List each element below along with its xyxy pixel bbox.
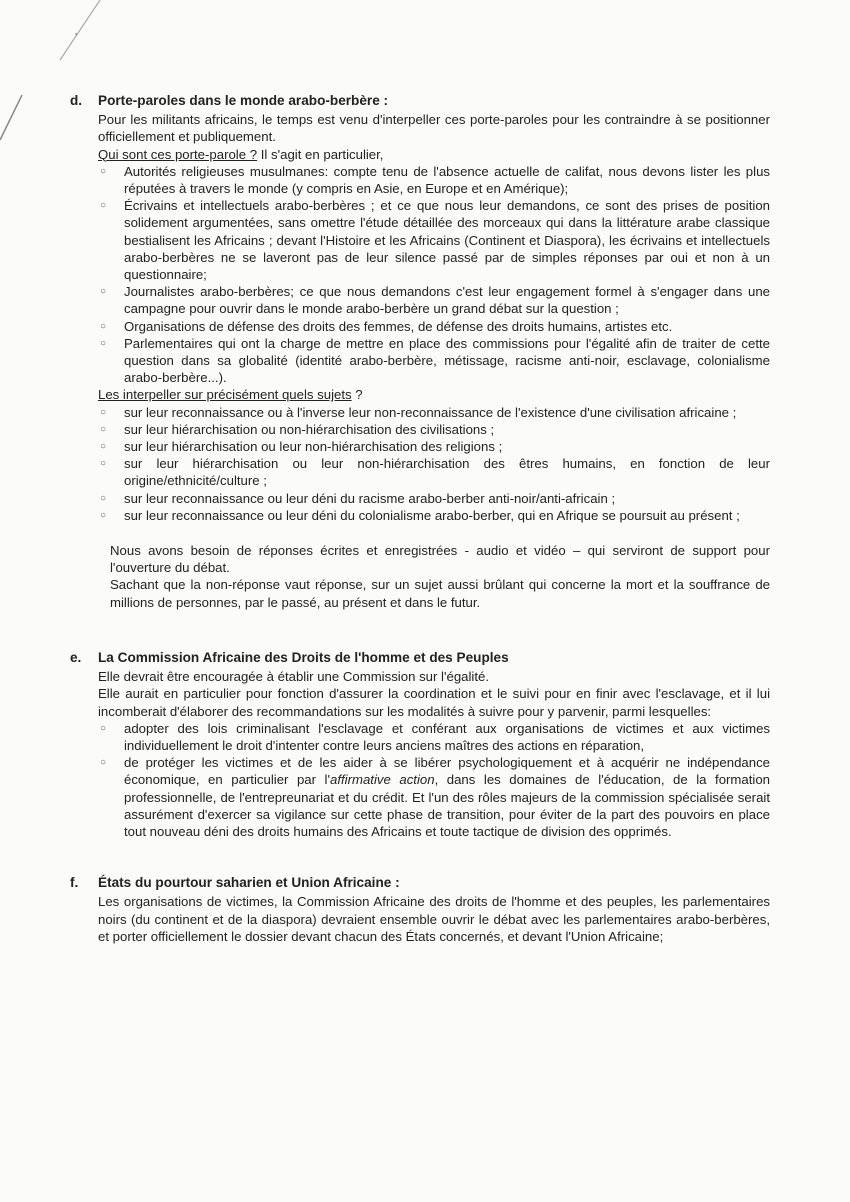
bullet-icon: ○ xyxy=(100,200,107,212)
bullet-icon: ○ xyxy=(100,165,107,177)
document-page xyxy=(70,92,770,945)
list-item-text: sur leur hiérarchisation ou non-hiérarchisation des civilisations ; xyxy=(124,421,495,437)
list-item xyxy=(98,163,770,197)
list-item xyxy=(98,455,770,489)
list-item-text: Journalistes arabo-berbères; ce que nous demandons c'est leur engagement formel à s'engager dans une campagne pour ouvrir dans le monde arabo-berbère un grand débat sur la question ; xyxy=(124,284,770,317)
section-letter: f. xyxy=(70,875,79,891)
paragraph: Sachant que la non-réponse vaut réponse, sur un sujet aussi brûlant qui concerne la mort et la souffrance de millions de personnes, par le passé, au présent et dans le futur. xyxy=(110,577,770,610)
list-item xyxy=(98,507,770,524)
paragraph xyxy=(98,386,770,403)
section-letter: d. xyxy=(70,93,83,108)
list-item-text: sur leur hiérarchisation ou leur non-hiérarchisation des religions ; xyxy=(124,439,503,455)
text-run: , dans les domaines de l'éducation, de la formation professionnelle, de l'entrepreunariat et du crédit. Et l'un des rôles majeurs de la commission spécialisée serait assurément d'exercer sa vigilance sur cette phase de transition, pour éviter de la part des pouvoirs en place tout nouveau déni des droits humains des Africains et toute tactique de division des opprimés. xyxy=(124,772,771,839)
bullet-icon: ○ xyxy=(100,286,107,298)
bullet-icon: ○ xyxy=(100,441,107,453)
section-title: Porte-paroles dans le monde arabo-berbère : xyxy=(98,93,389,108)
bullet-icon: ○ xyxy=(100,337,107,349)
section-heading xyxy=(70,649,770,666)
paragraph: Elle aurait en particulier pour fonction d'assurer la coordination et le suivi pour en finir avec l'esclavage, et il lui incomberait d'élaborer des recommandations sur les modalités à suivre pour y parvenir, parmi lesquelles: xyxy=(98,686,770,719)
bullet-list xyxy=(98,720,770,840)
bullet-icon: ○ xyxy=(100,423,107,435)
section-heading xyxy=(70,92,770,109)
bullet-icon: ○ xyxy=(100,320,107,332)
underlined-question: Qui sont ces porte-parole ? xyxy=(98,146,258,162)
list-item-text: Parlementaires qui ont la charge de mettre en place des commissions pour l'égalité afin de traiter de cette question dans sa globalité (identité arabo-berbère, métissage, racisme anti-noir, esclavage, colonialisme arabo-berbère...). xyxy=(124,335,770,386)
closing-block xyxy=(98,542,770,611)
list-item-text: Autorités religieuses musulmanes: compte tenu de l'absence actuelle de califat, nous devons lister les plus réputées à travers le monde (y compris en Asie, en Europe et en Amérique); xyxy=(124,163,770,197)
paragraph: Elle devrait être encouragée à établir une Commission sur l'égalité. xyxy=(98,669,490,685)
paragraph: Pour les militants africains, le temps est venu d'interpeller ces porte-paroles pour les contraindre à se positionner officiellement et publiquement. xyxy=(98,112,770,145)
list-item-text: sur leur reconnaissance ou leur déni du racisme arabo-berber anti-noir/anti-africain ; xyxy=(124,490,616,506)
list-item xyxy=(98,318,770,335)
section-letter: e. xyxy=(70,649,82,665)
list-item xyxy=(98,720,770,754)
list-item xyxy=(98,197,770,283)
list-item xyxy=(98,754,770,840)
list-item xyxy=(98,421,770,438)
bullet-icon: ○ xyxy=(100,509,107,521)
paragraph: Les organisations de victimes, la Commission Africaine des droits de l'homme et des peuples, les parlementaires noirs (du continent et de la diaspora) devraient ensemble ouvrir le débat avec les parlementaires arabo-berbères, et porter officiellement le dossier devant chacun des États concernés, et devant l'Union Africaine; xyxy=(98,894,770,944)
list-item-text: sur leur hiérarchisation ou leur non-hiérarchisation des êtres humains, en fonction de leur origine/ethnicité/culture ; xyxy=(124,456,770,489)
section-title: États du pourtour saharien et Union Africaine : xyxy=(98,875,400,891)
section-f xyxy=(70,874,770,945)
section-e xyxy=(70,649,770,840)
list-item-text: sur leur reconnaissance ou leur déni du colonialisme arabo-berber, qui en Afrique se poursuit au présent ; xyxy=(124,507,740,523)
paragraph: Nous avons besoin de réponses écrites et enregistrées - audio et vidéo – qui serviront de support pour l'ouverture du débat. xyxy=(110,543,770,576)
list-item xyxy=(98,490,770,507)
list-item xyxy=(98,283,770,317)
list-item xyxy=(98,335,770,387)
question-rest: ? xyxy=(351,387,363,403)
bullet-icon: ○ xyxy=(100,406,107,418)
list-item-text: Organisations de défense des droits des femmes, de défense des droits humains, artistes etc. xyxy=(124,318,673,334)
list-item xyxy=(98,404,770,421)
underlined-question: Les interpeller sur précisément quels sujets xyxy=(98,387,352,403)
list-item-text: Écrivains et intellectuels arabo-berbères ; et ce que nous leur demandons, ce sont des prises de position solidement argumentées, sans omettre l'étude détaillée des morceaux qui dans la littérature arabe classique bestialisent les Africains ; devant l'Histoire et les Africains (Continent et Diaspora), les écrivains et intellectuels arabo-berbères ne se laveront pas de leur silence passé par de simples réponses par oui et non à un questionnaire; xyxy=(124,198,770,283)
list-item-text: adopter des lois criminalisant l'esclavage et conférant aux organisations de victimes et aux victimes individuellement le droit d'intenter contre leurs anciens maîtres des actions en réparation, xyxy=(124,720,770,753)
bullet-icon: ○ xyxy=(100,458,107,470)
bullet-icon: ○ xyxy=(100,492,107,504)
list-item-text xyxy=(124,754,770,840)
bullet-icon: ○ xyxy=(100,722,107,734)
section-heading xyxy=(70,874,770,891)
bullet-list xyxy=(98,404,770,524)
list-item xyxy=(98,438,770,455)
list-item-text: sur leur reconnaissance ou à l'inverse leur non-reconnaissance de l'existence d'une civilisation africaine ; xyxy=(124,404,737,420)
paragraph xyxy=(98,146,770,163)
text-run: de protéger les victimes et de les aider à se libérer psychologiquement et à acquérir ne indépendance économique, en particulier par l' xyxy=(124,755,770,788)
question-rest: Il s'agit en particulier, xyxy=(257,146,384,162)
bullet-icon: ○ xyxy=(100,757,107,769)
section-title: La Commission Africaine des Droits de l'homme et des Peuples xyxy=(98,649,509,665)
italic-term: affirmative action xyxy=(330,772,435,788)
bullet-list xyxy=(98,163,770,387)
section-d xyxy=(70,92,770,611)
